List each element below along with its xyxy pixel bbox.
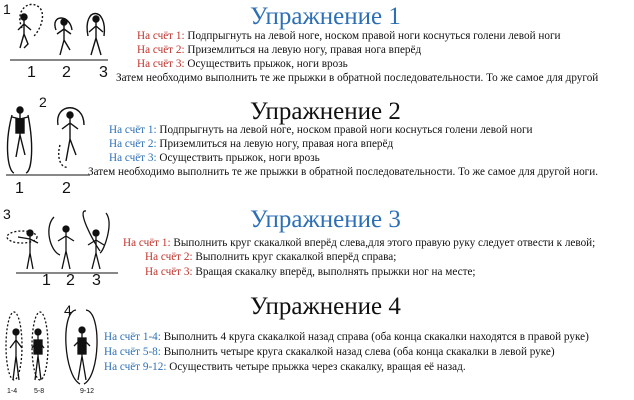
ex3-figure [0,203,125,291]
step-text: Вращая скакалку вперёд, выполнять прыжки ног на месте; [192,266,476,278]
ex3-step-2 [145,251,396,264]
ex4-step-3 [104,361,466,374]
ex4-figure [0,296,112,400]
step-text: Приземлиться на левую ногу, правая нога вперёд [184,44,422,56]
step-text: Выполнить 4 круга скакалкой назад справа (оба конца скакалки находятся в правой руке) [160,331,589,343]
ex2-note: Затем необходимо выполнить те же прыжки в обратной последовательности. То же самое для другой ноги. [88,166,599,178]
step-label: На счёт 2: [109,138,157,150]
ex3-title: Упражнение 3 [250,206,401,233]
step-label: На счёт 1-4: [104,331,161,343]
ex2-step-number: 1 [15,180,24,197]
ex1-step-3 [137,58,348,71]
ex2-step-number: 2 [62,180,71,197]
step-label: На счёт 3: [109,152,157,164]
step-label: На счёт 5-8: [104,346,161,358]
step-label: На счёт 2: [145,251,193,263]
ex2-step-2 [109,138,393,151]
ex2-fig-label: 2 [39,94,47,110]
ex3-fig-label: 3 [3,206,11,222]
step-label: На счёт 1: [137,30,185,42]
ex4-fig-label: 4 [64,302,72,318]
step-text: Выполнить круг скакалкой вперёд слева,для этого правую руку следует отвести к левой; [170,237,596,249]
step-text: Осуществить прыжок, ноги врозь [184,58,348,70]
step-text: Подпрыгнуть на левой ноге, носком правой ноги коснуться голени левой ноги [156,124,533,136]
step-label: На счёт 9-12: [104,361,167,373]
ex1-step-number: 2 [62,64,71,81]
ex1-title: Упражнение 1 [250,3,401,30]
step-label: На счёт 2: [137,44,185,56]
ex3-step-number: 1 [42,272,51,289]
step-label: На счёт 1: [109,124,157,136]
step-text: Выполнить круг скакалкой вперёд справа; [192,251,397,263]
ex1-step-2 [137,44,421,57]
ex4-step-number: 1-4 [7,388,18,395]
ex4-step-1 [104,331,589,344]
step-text: Выполнить четыре круга скакалкой назад слева (оба конца скакалки в левой руке) [160,346,555,358]
ex4-step-number: 9-12 [80,388,95,395]
step-label: На счёт 1: [123,237,171,249]
step-text: Подпрыгнуть на левой ноге, носком правой ноги коснуться голени левой ноги [184,30,561,42]
step-text: Осуществить прыжок, ноги врозь [156,152,320,164]
ex4-step-number: 5-8 [34,388,45,395]
step-label: На счёт 3: [145,266,193,278]
step-label: На счёт 3: [137,58,185,70]
ex2-step-1 [109,124,533,137]
ex2-step-3 [109,152,320,165]
ex3-step-number: 2 [66,272,75,289]
ex4-step-2 [104,346,555,359]
ex1-step-number: 1 [27,64,36,81]
step-text: Приземлиться на левую ногу, правая нога вперёд [156,138,394,150]
ex3-step-number: 3 [92,272,101,289]
ex4-title: Упражнение 4 [250,293,401,320]
ex2-title: Упражнение 2 [250,98,401,125]
ex1-step-1 [137,30,561,43]
ex1-step-number: 3 [99,64,108,81]
step-text: Осуществить четыре прыжка через скакалку, вращая её назад. [166,361,466,373]
ex1-note: Затем необходимо выполнить те же прыжки в обратной последовательности. То же самое для другой [116,72,599,84]
ex3-step-3 [145,266,476,279]
ex1-fig-label: 1 [3,1,11,17]
ex3-step-1 [123,237,595,250]
